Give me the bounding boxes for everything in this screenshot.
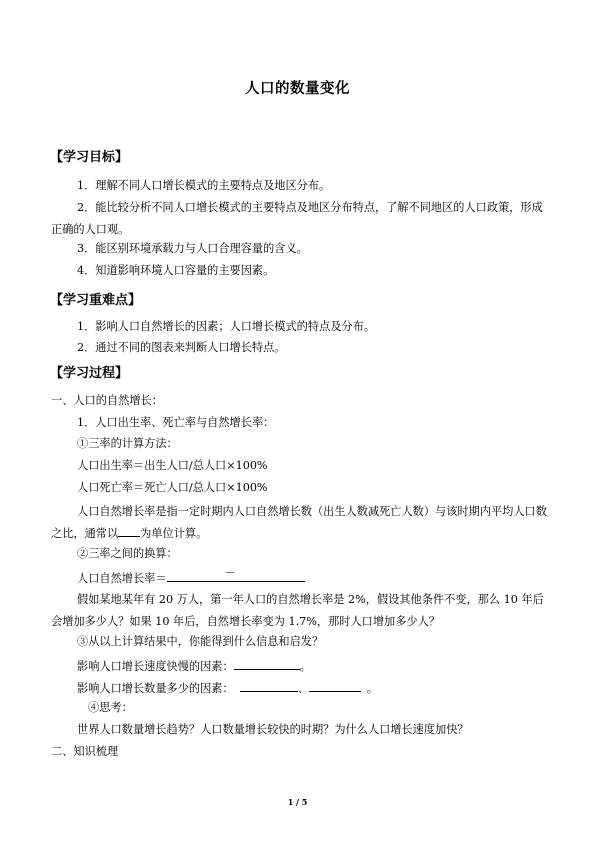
question-growth-speed-label: 影响人口增长速度快慢的因素：	[77, 660, 234, 673]
keypoint-item-1: 1．影响人口自然增长的因素；人口增长模式的特点及分布。	[77, 320, 375, 333]
paragraph-natural-growth-definition	[51, 501, 551, 545]
process-line-calc-method: ①三率的计算方法：	[77, 437, 178, 450]
question-growth-speed-end: 。	[299, 660, 311, 673]
definition-text: 人口自然增长率是指一定时期内人口自然增长数（出生人数减死亡人数）与该时期内平均人口数之比，通常以	[51, 505, 547, 540]
objective-item-2: 2．能比较分析不同人口增长模式的主要特点及地区分布特点，了解不同地区的人口政策，形成正确的人口观。	[51, 201, 543, 236]
fill-blank-formula[interactable]	[167, 569, 305, 582]
formula-natural-growth	[77, 569, 305, 586]
process-line-knowledge-review: 二、知识梳理	[51, 745, 119, 758]
question-growth-quantity-end: 。	[366, 682, 379, 695]
objective-item-4: 4．知道影响环境人口容量的主要因素。	[77, 264, 275, 277]
process-line-information: ③从以上计算结果中，你能得到什么信息和启发？	[77, 635, 324, 648]
question-growth-speed	[77, 657, 311, 674]
fill-blank-quantity-2[interactable]	[309, 679, 361, 692]
formula-label: 人口自然增长率＝	[77, 572, 167, 585]
formula-death-rate: 人口死亡率＝死亡人口/总人口×100%	[77, 481, 268, 494]
question-growth-quantity-label: 影响人口增长数量多少的因素：	[77, 682, 234, 695]
separator-comma: 、	[297, 682, 309, 695]
section-heading-keypoints: 【学习重难点】	[50, 293, 142, 308]
objective-item-1: 1．理解不同人口增长模式的主要特点及地区分布。	[77, 179, 331, 192]
page-number: 1 / 5	[287, 797, 308, 807]
fill-blank-growth-speed[interactable]	[234, 657, 300, 670]
section-heading-process: 【学习过程】	[50, 366, 129, 381]
process-line-natural-growth: 一、人口的自然增长：	[51, 394, 163, 407]
process-line-think: ④思考：	[88, 701, 133, 714]
paragraph-calculation-problem: 假如某地某年有 20 万人，第一年人口的自然增长率是 2%，假设其他条件不变，那么 10 年后会增加多少人？如果 10 年后，自然增长率变为 1.7%，那时人口增加多少人？	[51, 593, 544, 628]
formula-birth-rate: 人口出生率＝出生人口/总人口×100%	[77, 459, 268, 472]
fill-blank-quantity-1[interactable]	[240, 679, 298, 692]
fill-blank-unit[interactable]	[118, 524, 140, 537]
process-line-conversion: ②三率之间的换算：	[77, 547, 178, 560]
minus-sign: －	[224, 567, 236, 580]
process-line-three-rates: 1．人口出生率、死亡率与自然增长率：	[77, 416, 275, 429]
question-growth-quantity	[77, 679, 378, 696]
objective-item-3: 3．能区别环境承载力与人口合理容量的含义。	[77, 242, 308, 255]
section-heading-objectives: 【学习目标】	[50, 150, 129, 165]
definition-text-end: 为单位计算。	[140, 527, 208, 540]
page-title: 人口的数量变化	[245, 81, 350, 97]
keypoint-item-2: 2．通过不同的图表来判断人口增长特点。	[77, 341, 286, 354]
question-world-population: 世界人口数量增长趋势？人口数量增长较快的时期？为什么人口增长速度加快？	[77, 723, 469, 736]
